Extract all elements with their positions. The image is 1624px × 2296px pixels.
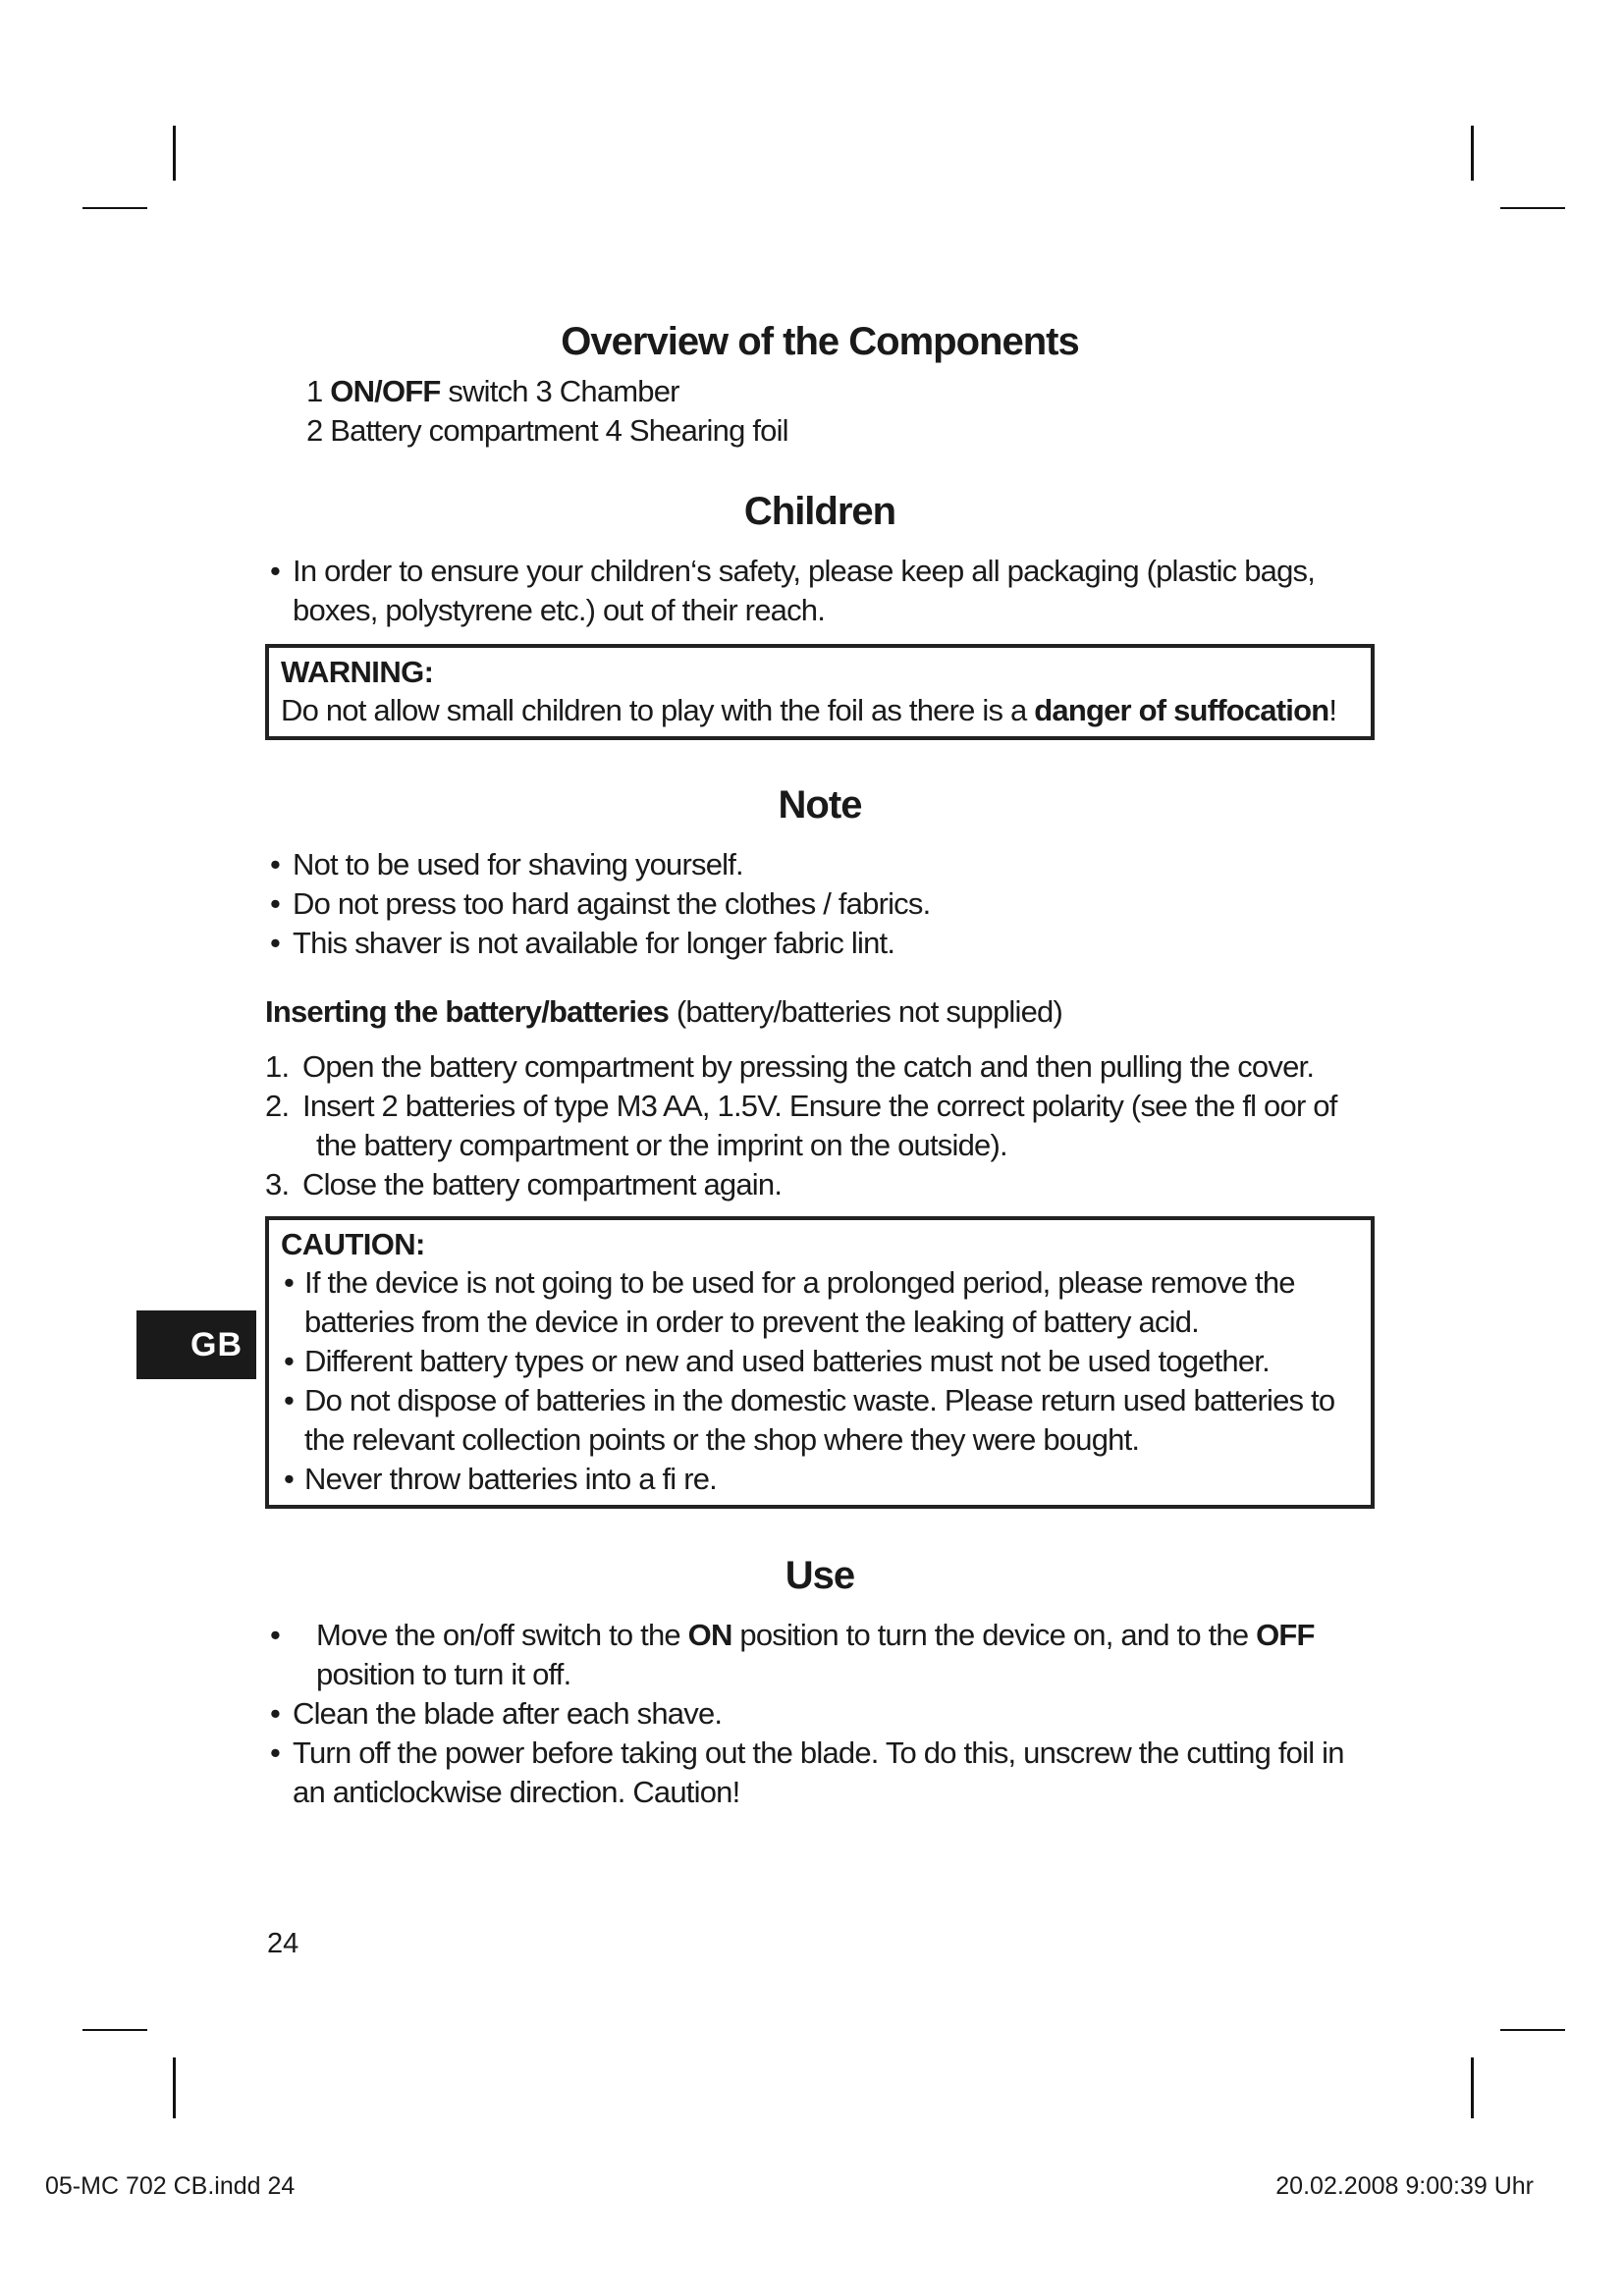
- use-list: [265, 1616, 1375, 1812]
- page-number: 24: [267, 1928, 299, 1959]
- battery-steps: [265, 1047, 1375, 1204]
- components-line-1: 1 ON/OFF switch 3 Chamber: [306, 374, 679, 408]
- caution-bullet: • Do not dispose of batteries in the domestic waste. Please return used batteries to the relevant collection points or the shop where they were bought.: [283, 1383, 1335, 1457]
- use-bullet: • Clean the blade after each shave.: [269, 1696, 723, 1731]
- crop-mark-bottom-left-horizontal: [82, 2029, 147, 2031]
- note-title: Note: [778, 783, 862, 827]
- warning-text: Do not allow small children to play with the foil as there is a danger of suffocation!: [281, 693, 1337, 727]
- note-bullet: • Do not press too hard against the clothes / fabrics.: [269, 886, 931, 921]
- battery-step: 2. Insert 2 batteries of type M3 AA, 1.5V. Ensure the correct polarity (see the fl oor of the battery compartment or the imprint on the outside).: [265, 1089, 1337, 1162]
- children-title: Children: [743, 490, 896, 533]
- overview-title: Overview of the Components: [561, 320, 1079, 363]
- caution-box: [265, 1216, 1375, 1509]
- footer-filename: 05-MC 702 CB.indd 24: [45, 2172, 296, 2200]
- note-list: [265, 845, 1375, 963]
- battery-step: 1. Open the battery compartment by pressing the catch and then pulling the cover.: [265, 1049, 1315, 1084]
- note-bullet: • This shaver is not available for longer fabric lint.: [269, 926, 895, 960]
- crop-mark-bottom-right-vertical: [1471, 2057, 1474, 2118]
- battery-heading: Inserting the battery/batteries (battery/batteries not supplied): [265, 994, 1062, 1029]
- use-title: Use: [785, 1554, 855, 1597]
- footer-timestamp: 20.02.2008 9:00:39 Uhr: [1275, 2172, 1534, 2200]
- caution-bullet: • If the device is not going to be used for a prolonged period, please remove the batteries from the device in order to prevent the leaking of battery acid.: [283, 1265, 1295, 1339]
- warning-title: WARNING:: [281, 655, 434, 689]
- language-tab-gb: GB: [136, 1310, 256, 1379]
- page-content: [265, 314, 1375, 1812]
- components-line-2: 2 Battery compartment 4 Shearing foil: [306, 413, 788, 448]
- crop-mark-top-left-vertical: [173, 126, 176, 181]
- caution-bullet: • Different battery types or new and used batteries must not be used together.: [283, 1344, 1270, 1378]
- battery-step: 3. Close the battery compartment again.: [265, 1167, 783, 1201]
- crop-mark-bottom-right-horizontal: [1500, 2029, 1565, 2031]
- children-bullet: • In order to ensure your children‘s safety, please keep all packaging (plastic bags, boxes, polystyrene etc.) out of their reach.: [269, 554, 1316, 627]
- crop-mark-top-left-horizontal: [82, 207, 147, 209]
- crop-mark-top-right-vertical: [1471, 126, 1474, 181]
- caution-bullet: • Never throw batteries into a fi re.: [283, 1462, 717, 1496]
- use-bullet: • Turn off the power before taking out the blade. To do this, unscrew the cutting foil in an anticlockwise direction. Caution!: [269, 1735, 1344, 1809]
- warning-box: [265, 644, 1375, 740]
- use-bullet: • Move the on/off switch to the ON position to turn the device on, and to the OFF position to turn it off.: [269, 1618, 1315, 1691]
- note-bullet: • Not to be used for shaving yourself.: [269, 847, 743, 881]
- caution-title: CAUTION:: [281, 1227, 425, 1261]
- crop-mark-top-right-horizontal: [1500, 207, 1565, 209]
- crop-mark-bottom-left-vertical: [173, 2057, 176, 2118]
